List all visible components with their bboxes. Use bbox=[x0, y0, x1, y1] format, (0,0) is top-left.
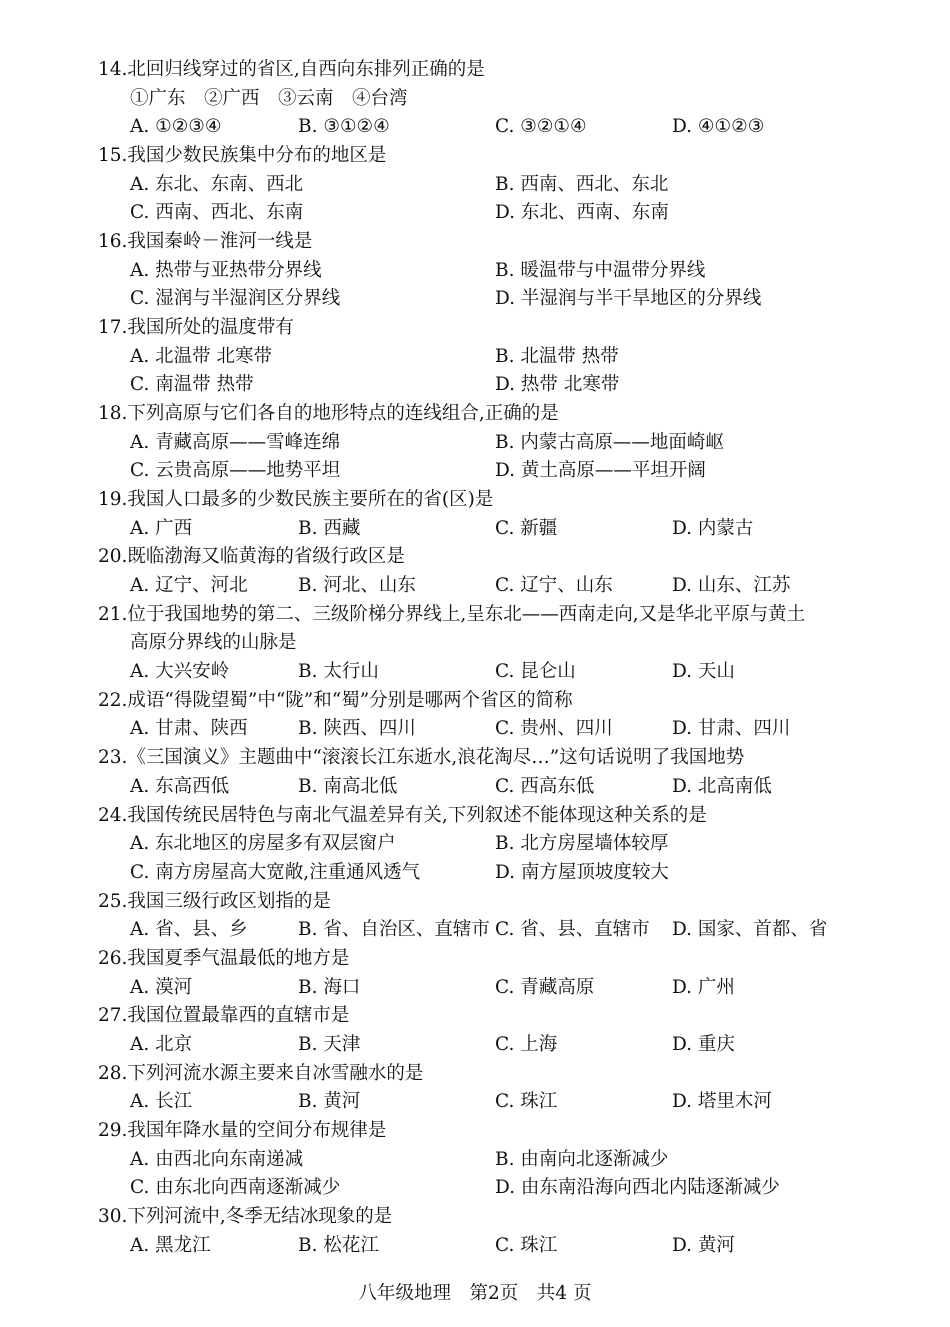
option-d: D. 塔里木河 bbox=[672, 1091, 772, 1113]
option-row bbox=[98, 113, 918, 142]
option-d: D. 南方屋顶坡度较大 bbox=[495, 861, 669, 883]
option-a: A. 东北地区的房屋多有双层窗户 bbox=[130, 833, 396, 855]
question-number: 21. bbox=[98, 603, 128, 625]
question-number: 18. bbox=[98, 403, 128, 424]
question-number: 30. bbox=[98, 1206, 128, 1228]
question-stem bbox=[98, 1060, 918, 1089]
question-18 bbox=[98, 400, 918, 486]
option-d: D. 天山 bbox=[672, 660, 735, 682]
question-number: 16. bbox=[98, 231, 128, 252]
question-stem bbox=[98, 400, 918, 429]
question-text: 我国三级行政区划指的是 bbox=[127, 890, 331, 912]
option-b: B. 海口 bbox=[298, 976, 361, 998]
option-a: A. 东北、东南、西北 bbox=[130, 173, 304, 195]
question-text: 我国位置最靠西的直辖市是 bbox=[127, 1005, 350, 1027]
option-c: C. 新疆 bbox=[495, 517, 558, 539]
option-row bbox=[98, 773, 918, 802]
option-d: D. ④①②③ bbox=[672, 116, 765, 138]
option-row bbox=[98, 1232, 918, 1261]
question-number: 23. bbox=[98, 747, 128, 769]
option-row bbox=[98, 859, 918, 888]
question-19 bbox=[98, 486, 918, 543]
question-29 bbox=[98, 1117, 918, 1203]
option-a: A. 甘肃、陕西 bbox=[130, 718, 248, 740]
question-text-continued: ①广东 ②广西 ③云南 ④台湾 bbox=[130, 87, 408, 109]
option-row bbox=[98, 257, 918, 286]
option-b: B. 南高北低 bbox=[298, 775, 398, 797]
option-c: C. 珠江 bbox=[495, 1234, 558, 1256]
option-row bbox=[98, 1146, 918, 1175]
option-c: C. 由东北向西南逐渐减少 bbox=[130, 1177, 341, 1199]
page-footer: 八年级地理 第2页 共4 页 bbox=[358, 1283, 592, 1304]
option-row bbox=[98, 285, 918, 314]
question-number: 24. bbox=[98, 804, 128, 826]
question-25 bbox=[98, 888, 918, 945]
question-number: 29. bbox=[98, 1120, 128, 1142]
question-text: 下列河流水源主要来自冰雪融水的是 bbox=[127, 1062, 424, 1084]
option-row bbox=[98, 572, 918, 601]
option-row bbox=[98, 371, 918, 400]
option-b: B. 天津 bbox=[298, 1033, 361, 1055]
question-stem bbox=[98, 228, 918, 257]
option-b: B. 内蒙古高原——地面崎岖 bbox=[495, 431, 724, 453]
option-row bbox=[98, 916, 918, 945]
question-text: 我国少数民族集中分布的地区是 bbox=[127, 145, 387, 166]
question-number: 26. bbox=[98, 948, 128, 969]
option-d: D. 重庆 bbox=[672, 1033, 735, 1055]
option-d: D. 北高南低 bbox=[672, 775, 772, 797]
option-b: B. 黄河 bbox=[298, 1091, 361, 1113]
option-a: A. 辽宁、河北 bbox=[130, 574, 248, 596]
question-text: 我国人口最多的少数民族主要所在的省(区)是 bbox=[127, 489, 494, 510]
question-23 bbox=[98, 744, 918, 801]
question-number: 14. bbox=[98, 59, 128, 80]
option-b: B. 由南向北逐渐减少 bbox=[495, 1148, 669, 1170]
option-row bbox=[98, 830, 918, 859]
question-22 bbox=[98, 687, 918, 744]
option-row bbox=[98, 1088, 918, 1117]
question-15 bbox=[98, 142, 918, 228]
option-row bbox=[98, 658, 918, 687]
question-stem bbox=[98, 142, 918, 171]
option-d: D. 黄河 bbox=[672, 1234, 735, 1256]
option-a: A. 东高西低 bbox=[130, 775, 230, 797]
option-b: B. 省、自治区、直辖市 bbox=[298, 919, 490, 941]
option-d: D. 广州 bbox=[672, 976, 735, 998]
question-stem bbox=[98, 888, 918, 917]
question-26 bbox=[98, 945, 918, 1002]
question-stem bbox=[98, 744, 918, 773]
option-b: B. 西南、西北、东北 bbox=[495, 173, 669, 195]
option-row bbox=[98, 974, 918, 1003]
question-28 bbox=[98, 1060, 918, 1117]
question-21 bbox=[98, 601, 918, 687]
option-b: B. 太行山 bbox=[298, 660, 379, 682]
option-c: C. 南温带 热带 bbox=[130, 374, 254, 396]
option-row bbox=[98, 515, 918, 544]
question-text-continued: 高原分界线的山脉是 bbox=[130, 632, 297, 654]
option-c: C. 贵州、四川 bbox=[495, 718, 613, 740]
question-16 bbox=[98, 228, 918, 314]
option-row bbox=[98, 715, 918, 744]
option-d: D. 东北、西南、东南 bbox=[495, 202, 669, 224]
question-number: 20. bbox=[98, 546, 128, 568]
option-row bbox=[98, 1031, 918, 1060]
option-a: A. 热带与亚热带分界线 bbox=[130, 259, 322, 281]
option-c: C. 辽宁、山东 bbox=[495, 574, 613, 596]
option-b: B. 河北、山东 bbox=[298, 574, 416, 596]
question-number: 22. bbox=[98, 689, 128, 711]
question-stem bbox=[98, 601, 918, 630]
question-14 bbox=[98, 56, 918, 142]
option-a: A. ①②③④ bbox=[130, 116, 222, 138]
option-a: A. 由西北向东南递减 bbox=[130, 1148, 304, 1170]
option-a: A. 长江 bbox=[130, 1091, 193, 1113]
option-b: B. 暖温带与中温带分界线 bbox=[495, 259, 706, 281]
option-c: C. 珠江 bbox=[495, 1091, 558, 1113]
question-stem bbox=[98, 1203, 918, 1232]
option-c: C. 南方房屋高大宽敞,注重通风透气 bbox=[130, 861, 421, 883]
option-b: B. ③①②④ bbox=[298, 116, 390, 138]
option-d: D. 国家、首都、省 bbox=[672, 919, 828, 941]
question-17 bbox=[98, 314, 918, 400]
question-27 bbox=[98, 1002, 918, 1059]
option-c: C. 西高东低 bbox=[495, 775, 595, 797]
question-stem bbox=[98, 1002, 918, 1031]
option-c: C. 云贵高原——地势平坦 bbox=[130, 460, 341, 482]
option-row bbox=[98, 457, 918, 486]
option-row bbox=[98, 171, 918, 200]
question-text: 我国传统民居特色与南北气温差异有关,下列叙述不能体现这种关系的是 bbox=[127, 804, 707, 826]
option-c: C. 青藏高原 bbox=[495, 976, 595, 998]
option-row bbox=[98, 1174, 918, 1203]
option-d: D. 半湿润与半干旱地区的分界线 bbox=[495, 288, 762, 310]
question-number: 15. bbox=[98, 145, 128, 166]
question-stem bbox=[98, 314, 918, 343]
option-b: B. 陕西、四川 bbox=[298, 718, 416, 740]
question-text: 成语“得陇望蜀”中“陇”和“蜀”分别是哪两个省区的简称 bbox=[127, 689, 573, 711]
option-a: A. 青藏高原——雪峰连绵 bbox=[130, 431, 341, 453]
question-text: 《三国演义》主题曲中“滚滚长江东逝水,浪花淘尽…”这句话说明了我国地势 bbox=[127, 747, 745, 769]
option-row bbox=[98, 429, 918, 458]
question-text: 我国所处的温度带有 bbox=[127, 317, 294, 338]
option-row bbox=[98, 343, 918, 372]
question-stem bbox=[98, 802, 918, 831]
option-c: C. ③②①④ bbox=[495, 116, 587, 138]
option-d: D. 黄土高原——平坦开阔 bbox=[495, 460, 706, 482]
option-c: C. 昆仑山 bbox=[495, 660, 576, 682]
option-a: A. 大兴安岭 bbox=[130, 660, 230, 682]
option-c: C. 湿润与半湿润区分界线 bbox=[130, 288, 341, 310]
question-stem bbox=[98, 543, 918, 572]
question-24 bbox=[98, 802, 918, 888]
option-c: C. 省、县、直辖市 bbox=[495, 919, 650, 941]
question-text: 我国年降水量的空间分布规律是 bbox=[127, 1120, 387, 1142]
question-number: 17. bbox=[98, 317, 128, 338]
option-d: D. 山东、江苏 bbox=[672, 574, 791, 596]
option-a: A. 北温带 北寒带 bbox=[130, 345, 273, 367]
question-number: 27. bbox=[98, 1005, 128, 1027]
option-d: D. 热带 北寒带 bbox=[495, 374, 620, 396]
option-b: B. 北方房屋墙体较厚 bbox=[495, 833, 669, 855]
question-number: 25. bbox=[98, 890, 128, 912]
question-text: 北回归线穿过的省区,自西向东排列正确的是 bbox=[127, 59, 485, 80]
option-a: A. 黑龙江 bbox=[130, 1234, 211, 1256]
option-a: A. 漠河 bbox=[130, 976, 193, 998]
option-c: C. 西南、西北、东南 bbox=[130, 202, 304, 224]
option-d: D. 由东南沿海向西北内陆逐渐减少 bbox=[495, 1177, 780, 1199]
question-text: 下列河流中,冬季无结冰现象的是 bbox=[127, 1206, 393, 1228]
question-stem bbox=[98, 1117, 918, 1146]
question-stem bbox=[98, 486, 918, 515]
option-d: D. 内蒙古 bbox=[672, 517, 754, 539]
question-text: 既临渤海又临黄海的省级行政区是 bbox=[127, 546, 405, 568]
question-stem bbox=[98, 945, 918, 974]
question-number: 28. bbox=[98, 1062, 128, 1084]
question-20 bbox=[98, 543, 918, 600]
option-c: C. 上海 bbox=[495, 1033, 558, 1055]
option-a: A. 广西 bbox=[130, 517, 193, 539]
option-a: A. 省、县、乡 bbox=[130, 919, 248, 941]
question-text: 我国秦岭－淮河一线是 bbox=[127, 231, 313, 252]
option-b: B. 松花江 bbox=[298, 1234, 379, 1256]
option-b: B. 北温带 热带 bbox=[495, 345, 619, 367]
option-d: D. 甘肃、四川 bbox=[672, 718, 791, 740]
question-stem bbox=[98, 687, 918, 716]
question-text: 位于我国地势的第二、三级阶梯分界线上,呈东北——西南走向,又是华北平原与黄土 bbox=[127, 603, 806, 625]
question-text: 我国夏季气温最低的地方是 bbox=[127, 948, 350, 969]
option-a: A. 北京 bbox=[130, 1033, 193, 1055]
question-stem bbox=[98, 56, 918, 85]
option-b: B. 西藏 bbox=[298, 517, 361, 539]
option-row bbox=[98, 199, 918, 228]
question-text: 下列高原与它们各自的地形特点的连线组合,正确的是 bbox=[127, 403, 559, 424]
question-30 bbox=[98, 1203, 918, 1260]
question-number: 19. bbox=[98, 489, 128, 510]
